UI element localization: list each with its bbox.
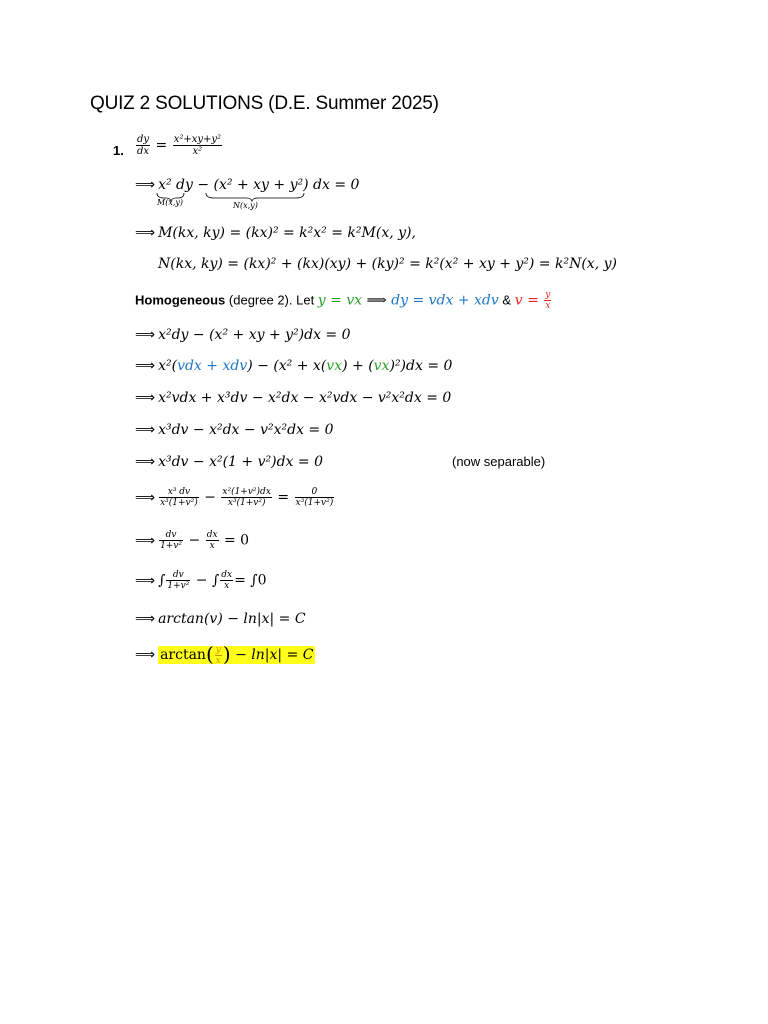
fraction-y-over-x-final: $\frac{y}{x}$: [215, 644, 221, 666]
fraction-10c: $\frac{0}{\text{x³(1+v²)}}$: [295, 487, 334, 508]
label-m: M(x,y): [157, 198, 184, 207]
fraction-y-over-x: $\frac{y}{x}$: [545, 290, 551, 311]
equation-12: ⟹ ∫ $\frac{dv}{\text{1+v²}}$ − ∫ $\frac{dx}{x}$ = ∫0: [135, 570, 267, 591]
fraction-dydx: $\frac{dy}{dx}$: [137, 134, 150, 157]
equation-11: ⟹ $\frac{dv}{\text{1+v²}}$ − $\frac{dx}{x}$ = 0: [135, 530, 250, 551]
equation-13: ⟹ arctan(v) − ln|x| = C: [135, 611, 306, 627]
equation-3: ⟹ M(kx, ky) = (kx)² = k²x² = k²M(x, y),: [135, 225, 416, 241]
fraction-rhs: $\frac{\text{x²+xy+y²}}{\text{x²}}$: [173, 134, 222, 157]
equation-9: ⟹ x³dv − x²(1 + v²)dx = 0: [135, 454, 323, 470]
label-n: N(x,y): [233, 201, 258, 210]
equation-1: $\frac{dy}{dx}$ = $\frac{\text{x²+xy+y²}}{\text{x²}}$: [137, 134, 222, 157]
equation-2: ⟹ x² dy − (x² + xy + y²) dx = 0: [135, 177, 360, 193]
final-answer-highlight: arctan( $\frac{y}{x}$ ) − ln|x| = C: [160, 642, 314, 666]
equation-8: ⟹ x³dv − x²dx − v²x²dx = 0: [135, 422, 334, 438]
page-title: QUIZ 2 SOLUTIONS (D.E. Summer 2025): [90, 93, 439, 114]
underbrace-n: [206, 193, 304, 201]
problem-number: 1.: [113, 143, 124, 158]
separable-note: (now separable): [452, 454, 546, 469]
fraction-10a: $\frac{\text{x³ dv}}{\text{x³(1+v²)}}$: [160, 487, 198, 508]
equation-6: ⟹ x²(vdx + xdv) − (x² + x(vx) + (vx)²)dx = 0: [135, 358, 453, 374]
homogeneous-line: Homogeneous (degree 2). Let y = vx ⟹ dy = vdx + xdv & v = $\frac{y}{x}$: [135, 290, 551, 311]
equation-5: ⟹ x²dy − (x² + xy + y²)dx = 0: [135, 327, 351, 343]
equation-4: N(kx, ky) = (kx)² + (kx)(xy) + (ky)² = k²(x² + xy + y²) = k²N(x, y): [158, 256, 617, 272]
fraction-11b: $\frac{dx}{x}$: [206, 530, 218, 551]
fraction-12a: $\frac{dv}{\text{1+v²}}$: [167, 570, 190, 591]
equation-7: ⟹ x²vdx + x³dv − x²dx − x²vdx − v²x²dx = 0: [135, 390, 452, 406]
fraction-10b: $\frac{\text{x²(1+v²)dx}}{\text{x³(1+v²)}}$: [222, 487, 271, 508]
equation-10: ⟹ $\frac{\text{x³ dv}}{\text{x³(1+v²)}}$ − $\frac{\text{x²(1+v²)dx}}{\text{x³(1+v²)}}$ = $\frac{0}{\text{x³(1+v²)}}$: [135, 487, 334, 508]
fraction-11a: $\frac{dv}{\text{1+v²}}$: [160, 530, 183, 551]
equation-14-final-answer: ⟹ arctan( $\frac{y}{x}$ ) − ln|x| = C: [135, 642, 314, 666]
fraction-12b: $\frac{dx}{x}$: [221, 570, 233, 591]
